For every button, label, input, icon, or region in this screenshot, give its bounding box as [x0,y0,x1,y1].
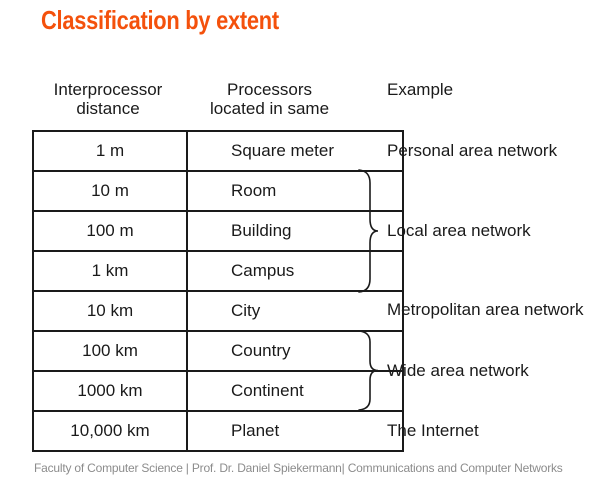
example-label-personal-area-network: Personal area network [387,141,558,160]
example-label-the-internet: The Internet [387,421,479,440]
located-cell: Continent [187,371,403,411]
distance-cell: 10 m [33,171,187,211]
header-line-1: Processors [226,80,313,99]
located-cell: Campus [187,251,403,291]
footer-text: Faculty of Computer Science | Prof. Dr. Daniel Spiekermann| Communications and Computer Networks [34,461,563,475]
located-cell: Building [187,211,403,251]
table-row [33,291,403,331]
located-cell: City [187,291,403,331]
distance-cell: 10 km [33,291,187,331]
distance-cell: 1 m [33,131,187,171]
table-row [33,251,403,291]
distance-cell: 100 m [33,211,187,251]
located-cell: Country [187,331,403,371]
header-line-2: located in same [209,99,330,118]
example-label-wide-area-network: Wide area network [387,361,529,380]
wan-brace-icon [356,329,380,412]
header-line-2: distance [76,99,140,118]
column-header-example: Example [387,80,454,99]
distance-cell: 10,000 km [33,411,187,451]
table-row [33,211,403,251]
distance-cell: 1000 km [33,371,187,411]
example-label-local-area-network: Local area network [387,221,531,240]
header-line-1: Interprocessor [53,80,163,99]
distance-cell: 100 km [33,331,187,371]
lan-brace-icon [356,168,380,294]
slide-title: Classification by extent [41,5,279,35]
table-row [33,371,403,411]
column-header-processors-located [184,80,355,118]
table-row [33,331,403,371]
table-row [33,131,403,171]
located-cell: Planet [187,411,403,451]
table-row [33,411,403,451]
located-cell: Square meter [187,131,403,171]
column-header-interprocessor-distance [32,80,184,118]
example-label-metropolitan-area-network: Metropolitan area network [387,300,584,319]
classification-table [32,130,404,452]
located-cell: Room [187,171,403,211]
distance-cell: 1 km [33,251,187,291]
table-row [33,171,403,211]
